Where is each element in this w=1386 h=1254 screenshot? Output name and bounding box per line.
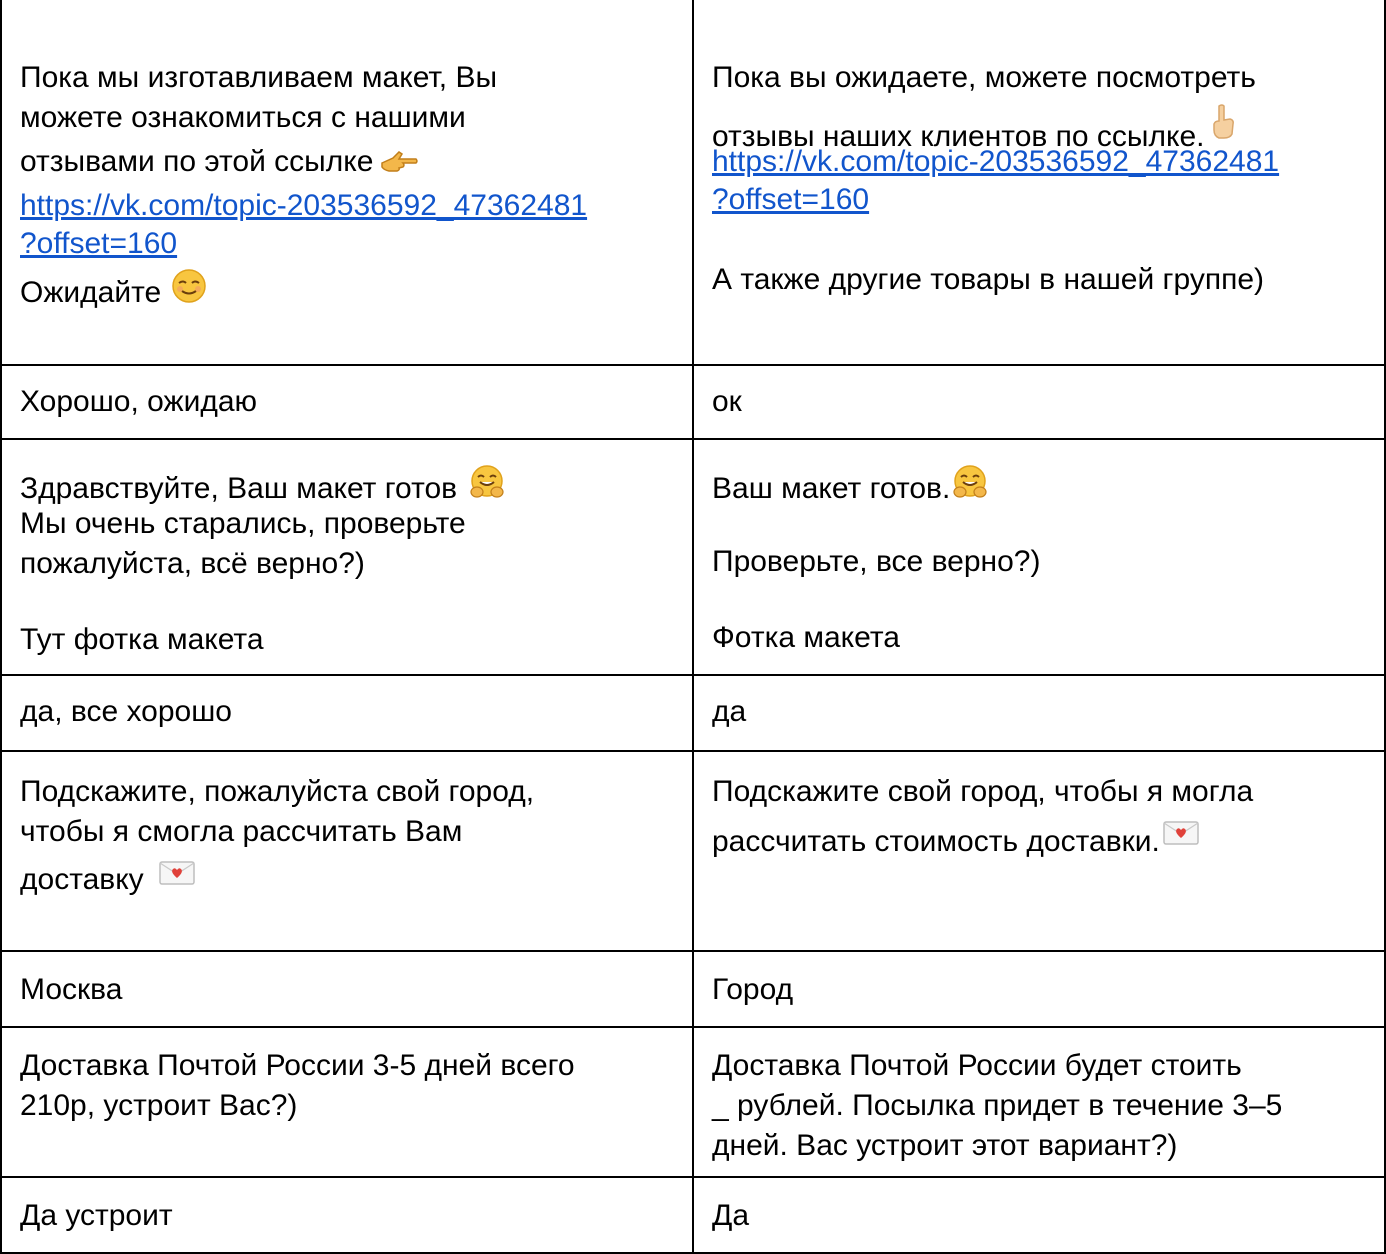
text-line: Проверьте, все верно?)	[712, 545, 1041, 578]
text-line: Да устроит	[20, 1199, 173, 1232]
table-cell-right	[693, 439, 1385, 675]
table-cell-right	[693, 1177, 1385, 1253]
text-line: можете ознакомиться с нашими	[20, 101, 466, 134]
text-line: доставку	[20, 863, 144, 896]
text-line: 210р, устроит Вас?)	[20, 1089, 298, 1122]
text-line: да	[712, 695, 747, 728]
table-cell-right	[693, 1027, 1385, 1177]
text-line: Подскажите, пожалуйста свой город,	[20, 775, 535, 808]
table-cell-right	[693, 0, 1385, 365]
text-line: Да	[712, 1199, 750, 1232]
pointing-right-hand-icon	[379, 146, 419, 186]
text-line: ок	[712, 385, 742, 418]
table-cell-left	[1, 751, 693, 951]
text-line: Ваш макет готов.	[712, 472, 951, 505]
table-row	[1, 951, 1385, 1027]
table-cell-left	[1, 675, 693, 751]
table-row	[1, 439, 1385, 675]
table-row	[1, 1027, 1385, 1177]
text-line: _ рублей. Посылка придет в течение 3–5	[712, 1089, 1283, 1122]
reviews-link[interactable]: https://vk.com/topic-203536592_47362481	[20, 189, 588, 222]
table-cell-left	[1, 0, 693, 365]
text-line: чтобы я смогла рассчитать Вам	[20, 815, 463, 848]
table-cell-left	[1, 1027, 693, 1177]
reviews-link[interactable]: https://vk.com/topic-203536592_47362481	[712, 145, 1280, 178]
text-line: Москва	[20, 973, 123, 1006]
reviews-link-continued[interactable]: ?offset=160	[712, 183, 870, 216]
relieved-face-icon	[171, 268, 207, 315]
text-line: Пока вы ожидаете, можете посмотреть	[712, 61, 1256, 94]
table-row	[1, 0, 1385, 365]
table-cell-left	[1, 951, 693, 1027]
text-line: пожалуйста, всё верно?)	[20, 547, 365, 580]
table-cell-right	[693, 951, 1385, 1027]
table-cell-left	[1, 439, 693, 675]
table-row	[1, 751, 1385, 951]
table-row	[1, 365, 1385, 439]
text-line: А также другие товары в нашей группе)	[712, 263, 1264, 296]
text-line: Город	[712, 973, 794, 1006]
text-line: отзывы наших клиентов по ссылке.	[712, 120, 1205, 153]
text-line: Подскажите свой город, чтобы я могла	[712, 775, 1254, 808]
table-cell-right	[693, 751, 1385, 951]
text-line: да, все хорошо	[20, 695, 232, 728]
table-row	[1, 1177, 1385, 1253]
text-line: Доставка Почтой России 3-5 дней всего	[20, 1049, 575, 1082]
text-line: Хорошо, ожидаю	[20, 385, 258, 418]
reviews-link-continued[interactable]: ?offset=160	[20, 227, 178, 260]
table-cell-left	[1, 365, 693, 439]
love-letter-icon	[158, 858, 196, 898]
hugging-face-icon	[469, 464, 505, 511]
text-line: дней. Вас устроит этот вариант?)	[712, 1129, 1178, 1162]
table-row	[1, 675, 1385, 751]
text-line: Фотка макета	[712, 621, 900, 654]
text-line: Пока мы изготавливаем макет, Вы	[20, 61, 498, 94]
text-line: Ожидайте	[20, 276, 162, 309]
text-line: Доставка Почтой России будет стоить	[712, 1049, 1242, 1082]
table-cell-right	[693, 365, 1385, 439]
text-line: Тут фотка макета	[20, 623, 264, 656]
hugging-face-icon	[952, 464, 988, 511]
text-line: Здравствуйте, Ваш макет готов	[20, 472, 458, 505]
text-line: Мы очень старались, проверьте	[20, 507, 466, 540]
table-cell-right	[693, 675, 1385, 751]
table-cell-left	[1, 1177, 693, 1253]
text-line: рассчитать стоимость доставки.	[712, 825, 1160, 858]
love-letter-icon	[1162, 818, 1200, 858]
text-line: отзывами по этой ссылке	[20, 145, 374, 178]
